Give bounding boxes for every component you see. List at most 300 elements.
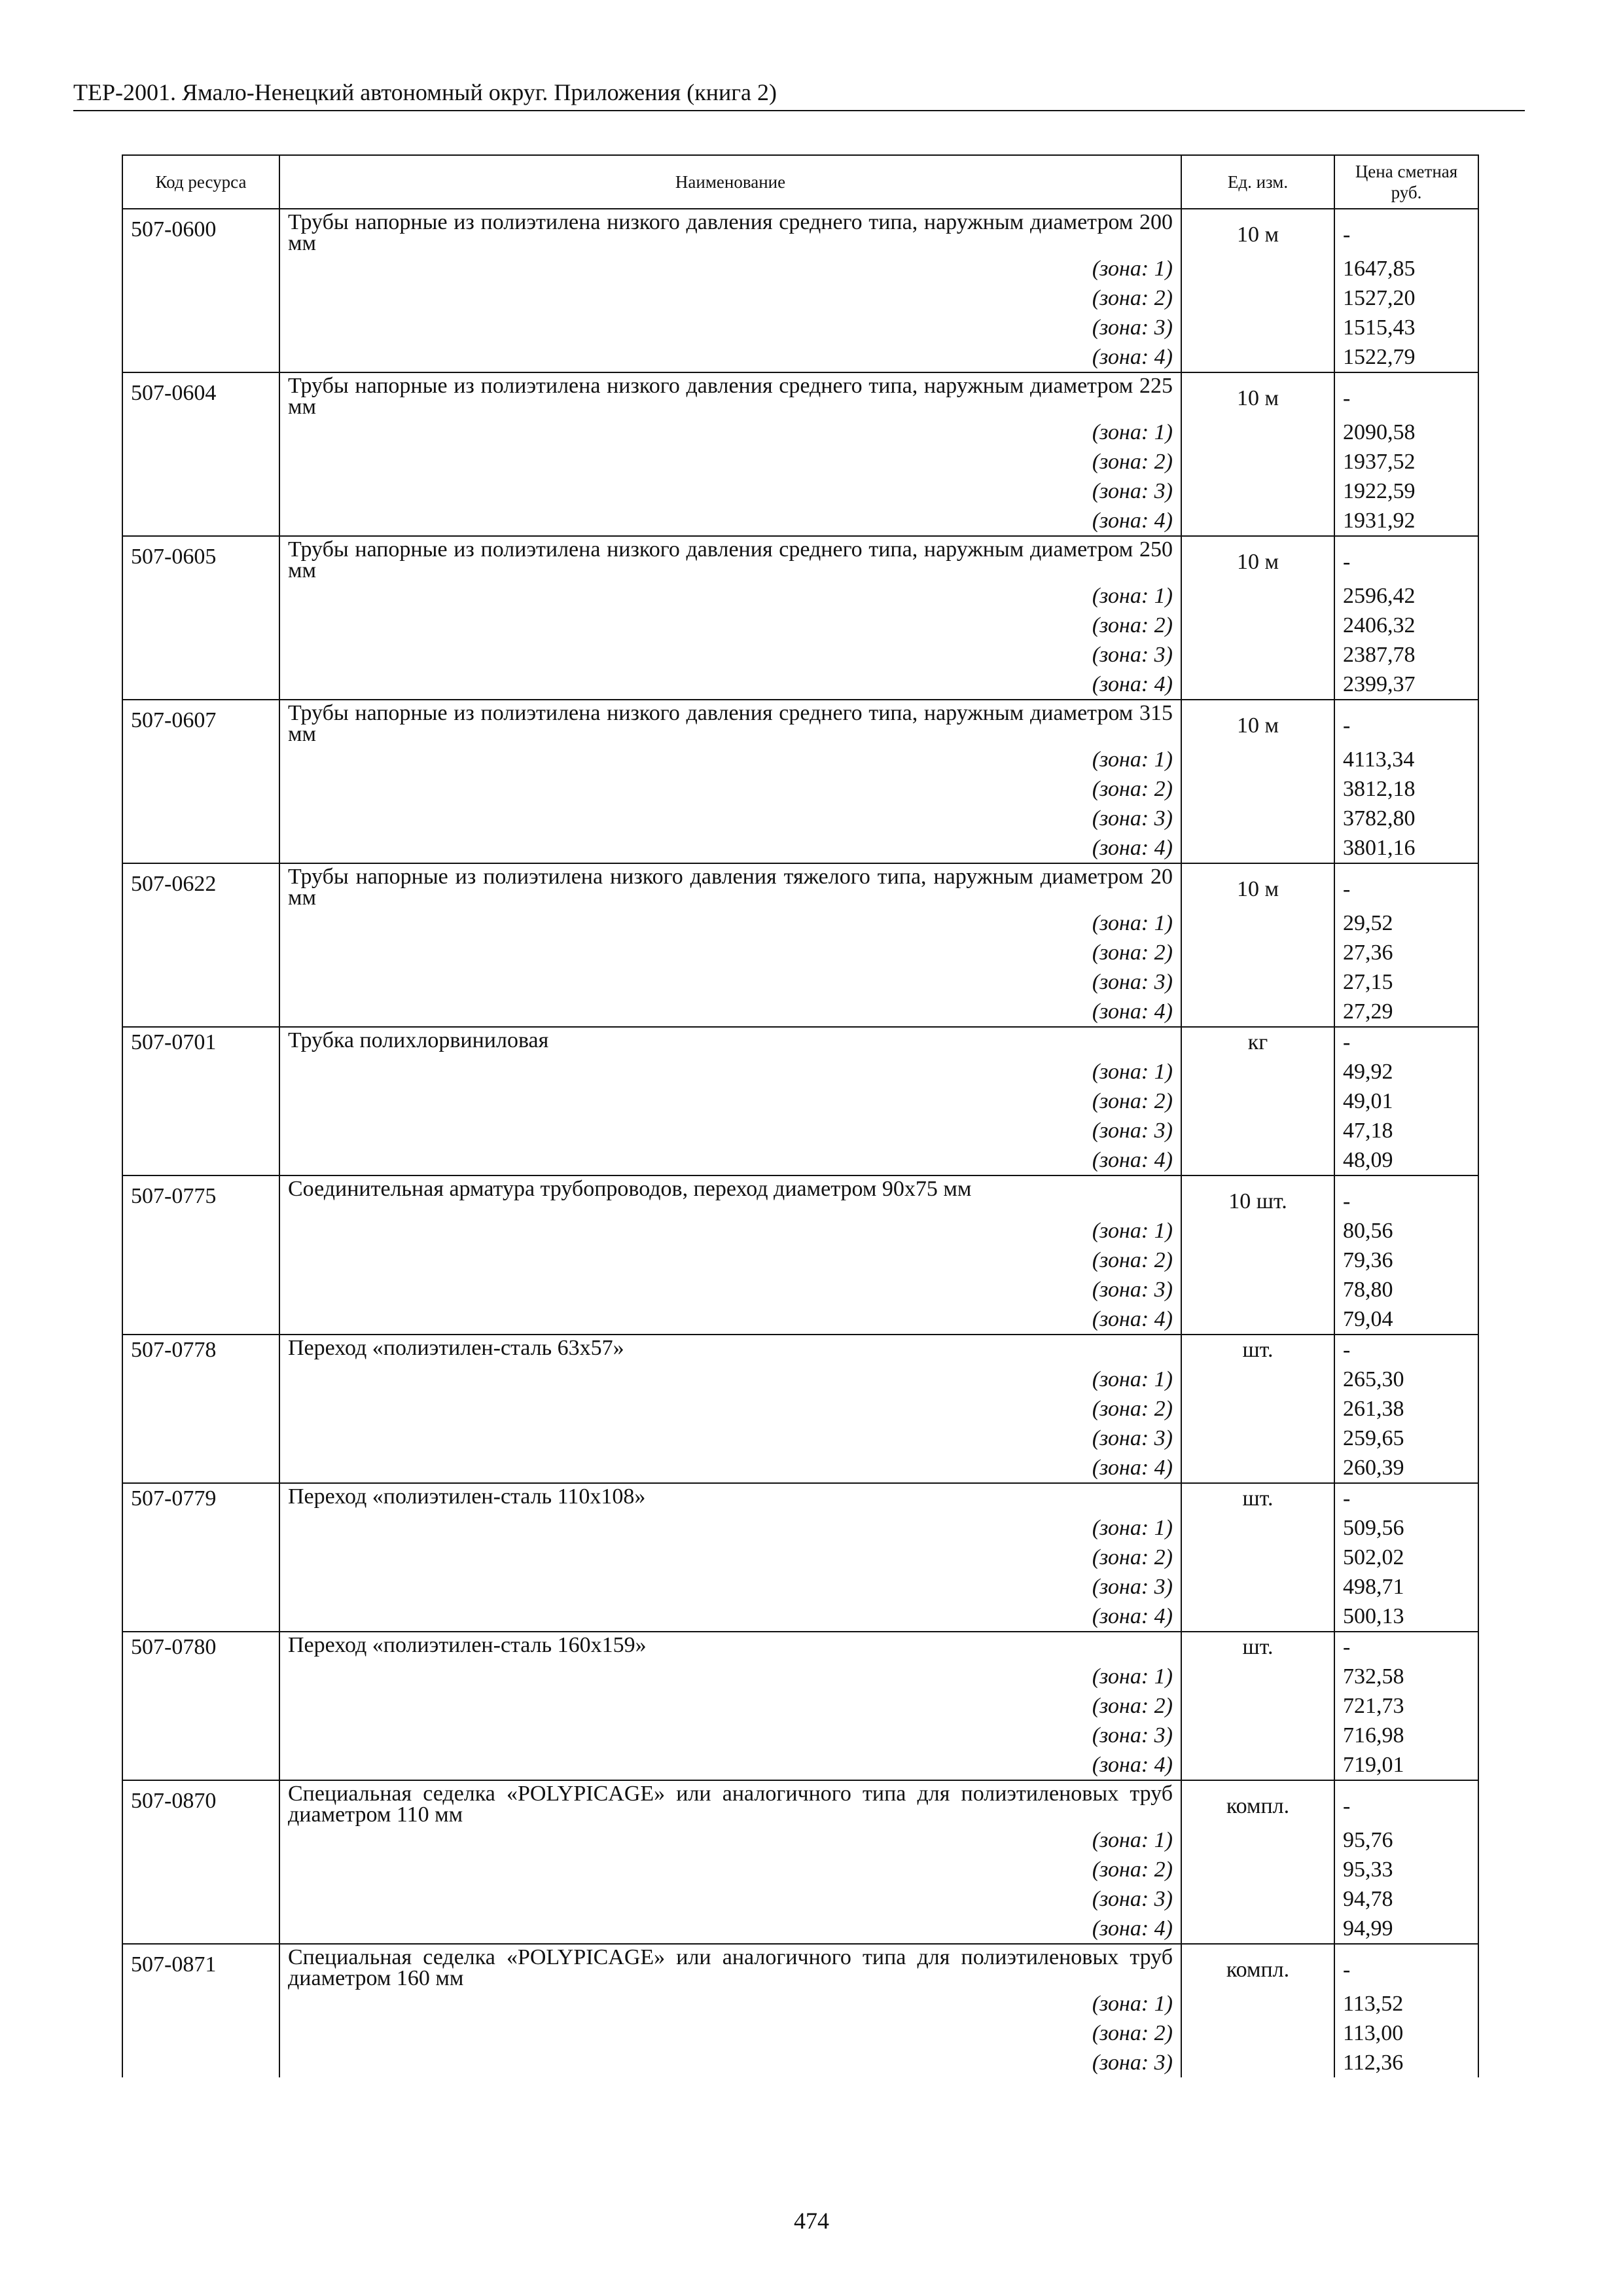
zone-label: (зона: 4) xyxy=(279,342,1181,372)
zone-unit-empty xyxy=(1181,1116,1334,1145)
zone-unit-empty xyxy=(1181,938,1334,967)
resource-name: Соединительная арматура трубопроводов, переход диаметром 90х75 мм xyxy=(288,1177,972,1201)
zone-price: 502,02 xyxy=(1334,1543,1478,1572)
zone-unit-empty xyxy=(1181,1145,1334,1175)
zone-code-empty xyxy=(122,2048,279,2077)
resource-base-price: - xyxy=(1334,1780,1478,1825)
zone-label: (зона: 2) xyxy=(279,1394,1181,1424)
resource-block xyxy=(122,1780,1478,1944)
zone-row xyxy=(122,2048,1478,2077)
resource-block xyxy=(122,209,1478,372)
zone-price: 94,99 xyxy=(1334,1914,1478,1944)
resource-unit: 10 м xyxy=(1181,372,1334,418)
zone-code-empty xyxy=(122,1825,279,1855)
resource-base-price: - xyxy=(1334,863,1478,908)
zone-row xyxy=(122,1086,1478,1116)
zone-row xyxy=(122,1116,1478,1145)
resource-name: Переход «полиэтилен-сталь 110х108» xyxy=(288,1484,646,1509)
zone-label: (зона: 4) xyxy=(279,1750,1181,1780)
zone-code-empty xyxy=(122,1750,279,1780)
resource-name-cell xyxy=(279,536,1181,581)
table-row xyxy=(122,209,1478,254)
table-row xyxy=(122,1335,1478,1365)
zone-code-empty xyxy=(122,1246,279,1275)
zone-unit-empty xyxy=(1181,1424,1334,1453)
zone-code-empty xyxy=(122,254,279,283)
resource-name: Переход «полиэтилен-сталь 160х159» xyxy=(288,1633,647,1657)
col-header-code: Код ресурса xyxy=(122,155,279,209)
zone-code-empty xyxy=(122,506,279,536)
zone-unit-empty xyxy=(1181,342,1334,372)
zone-price: 95,76 xyxy=(1334,1825,1478,1855)
zone-code-empty xyxy=(122,908,279,938)
zone-row xyxy=(122,581,1478,611)
zone-price: 509,56 xyxy=(1334,1513,1478,1543)
table-header xyxy=(122,155,1478,209)
zone-label: (зона: 2) xyxy=(279,1543,1181,1572)
zone-price: 500,13 xyxy=(1334,1602,1478,1632)
resource-base-price: - xyxy=(1334,1632,1478,1662)
zone-code-empty xyxy=(122,418,279,447)
zone-code-empty xyxy=(122,1543,279,1572)
resource-unit: 10 м xyxy=(1181,536,1334,581)
zone-price: 3801,16 xyxy=(1334,833,1478,863)
zone-row xyxy=(122,476,1478,506)
table-row xyxy=(122,536,1478,581)
zone-row xyxy=(122,1513,1478,1543)
zone-code-empty xyxy=(122,1572,279,1602)
table-row xyxy=(122,1483,1478,1513)
resource-base-price: - xyxy=(1334,372,1478,418)
zone-price: 78,80 xyxy=(1334,1275,1478,1304)
resource-code: 507-0701 xyxy=(122,1027,279,1057)
resource-base-price: - xyxy=(1334,1027,1478,1057)
zone-unit-empty xyxy=(1181,611,1334,640)
zone-unit-empty xyxy=(1181,1513,1334,1543)
zone-unit-empty xyxy=(1181,1453,1334,1483)
zone-price: 2406,32 xyxy=(1334,611,1478,640)
zone-price: 732,58 xyxy=(1334,1662,1478,1691)
resource-name-cell xyxy=(279,1335,1181,1365)
zone-unit-empty xyxy=(1181,313,1334,342)
table-row xyxy=(122,1780,1478,1825)
zone-price: 48,09 xyxy=(1334,1145,1478,1175)
zone-price: 2399,37 xyxy=(1334,670,1478,700)
zone-label: (зона: 3) xyxy=(279,1721,1181,1750)
zone-code-empty xyxy=(122,1513,279,1543)
zone-price: 80,56 xyxy=(1334,1216,1478,1246)
zone-label: (зона: 4) xyxy=(279,670,1181,700)
resource-code: 507-0607 xyxy=(122,700,279,745)
resource-code: 507-0605 xyxy=(122,536,279,581)
zone-price: 95,33 xyxy=(1334,1855,1478,1884)
resource-name-cell xyxy=(279,1632,1181,1662)
zone-unit-empty xyxy=(1181,774,1334,804)
zone-unit-empty xyxy=(1181,1246,1334,1275)
resource-base-price: - xyxy=(1334,1335,1478,1365)
zone-price: 721,73 xyxy=(1334,1691,1478,1721)
zone-row xyxy=(122,447,1478,476)
zone-code-empty xyxy=(122,938,279,967)
zone-label: (зона: 4) xyxy=(279,1602,1181,1632)
zone-row xyxy=(122,774,1478,804)
resource-code: 507-0870 xyxy=(122,1780,279,1825)
zone-price: 112,36 xyxy=(1334,2048,1478,2077)
zone-price: 1922,59 xyxy=(1334,476,1478,506)
zone-label: (зона: 1) xyxy=(279,908,1181,938)
zone-unit-empty xyxy=(1181,1275,1334,1304)
col-header-name: Наименование xyxy=(279,155,1181,209)
zone-label: (зона: 1) xyxy=(279,1365,1181,1394)
zone-label: (зона: 2) xyxy=(279,447,1181,476)
zone-unit-empty xyxy=(1181,447,1334,476)
zone-row xyxy=(122,254,1478,283)
zone-price: 1515,43 xyxy=(1334,313,1478,342)
resource-name-cell xyxy=(279,700,1181,745)
zone-price: 1931,92 xyxy=(1334,506,1478,536)
zone-unit-empty xyxy=(1181,581,1334,611)
zone-code-empty xyxy=(122,476,279,506)
zone-row xyxy=(122,804,1478,833)
zone-code-empty xyxy=(122,1914,279,1944)
resource-code: 507-0600 xyxy=(122,209,279,254)
resource-base-price: - xyxy=(1334,1944,1478,1989)
zone-unit-empty xyxy=(1181,1914,1334,1944)
col-header-unit: Ед. изм. xyxy=(1181,155,1334,209)
zone-price: 716,98 xyxy=(1334,1721,1478,1750)
resource-base-price: - xyxy=(1334,209,1478,254)
zone-unit-empty xyxy=(1181,506,1334,536)
zone-label: (зона: 4) xyxy=(279,1304,1181,1335)
zone-code-empty xyxy=(122,2018,279,2048)
zone-price: 265,30 xyxy=(1334,1365,1478,1394)
zone-label: (зона: 1) xyxy=(279,254,1181,283)
zone-label: (зона: 2) xyxy=(279,774,1181,804)
zone-label: (зона: 4) xyxy=(279,1914,1181,1944)
zone-code-empty xyxy=(122,342,279,372)
resource-code: 507-0604 xyxy=(122,372,279,418)
zone-unit-empty xyxy=(1181,745,1334,774)
table-row xyxy=(122,1944,1478,1989)
zone-unit-empty xyxy=(1181,1662,1334,1691)
zone-unit-empty xyxy=(1181,997,1334,1027)
zone-label: (зона: 3) xyxy=(279,804,1181,833)
zone-label: (зона: 2) xyxy=(279,1246,1181,1275)
zone-label: (зона: 3) xyxy=(279,1424,1181,1453)
resource-block xyxy=(122,1483,1478,1632)
zone-label: (зона: 1) xyxy=(279,745,1181,774)
resource-block xyxy=(122,1632,1478,1780)
zone-code-empty xyxy=(122,967,279,997)
resource-unit: компл. xyxy=(1181,1944,1334,1989)
zone-unit-empty xyxy=(1181,2018,1334,2048)
zone-price: 79,04 xyxy=(1334,1304,1478,1335)
zone-price: 27,15 xyxy=(1334,967,1478,997)
zone-unit-empty xyxy=(1181,418,1334,447)
zone-label: (зона: 1) xyxy=(279,1513,1181,1543)
resource-name-cell xyxy=(279,1027,1181,1057)
zone-row xyxy=(122,283,1478,313)
resource-name: Переход «полиэтилен-сталь 63х57» xyxy=(288,1336,624,1360)
zone-price: 79,36 xyxy=(1334,1246,1478,1275)
zone-row xyxy=(122,342,1478,372)
zone-row xyxy=(122,1057,1478,1086)
zone-unit-empty xyxy=(1181,833,1334,863)
zone-label: (зона: 3) xyxy=(279,2048,1181,2077)
zone-unit-empty xyxy=(1181,1057,1334,1086)
zone-code-empty xyxy=(122,1855,279,1884)
zone-price: 1937,52 xyxy=(1334,447,1478,476)
zone-row xyxy=(122,1825,1478,1855)
resource-name: Специальная седелка «POLYPICAGE» или аналогичного типа для полиэтиленовых труб диаметром 160 мм xyxy=(288,1945,1173,1990)
zone-row xyxy=(122,833,1478,863)
zone-price: 113,00 xyxy=(1334,2018,1478,2048)
resource-base-price: - xyxy=(1334,1483,1478,1513)
resource-code: 507-0780 xyxy=(122,1632,279,1662)
zone-code-empty xyxy=(122,1275,279,1304)
resource-block xyxy=(122,1027,1478,1175)
zone-label: (зона: 2) xyxy=(279,283,1181,313)
zone-label: (зона: 3) xyxy=(279,1572,1181,1602)
zone-code-empty xyxy=(122,1057,279,1086)
zone-code-empty xyxy=(122,670,279,700)
zone-price: 719,01 xyxy=(1334,1750,1478,1780)
zone-price: 1527,20 xyxy=(1334,283,1478,313)
zone-price: 498,71 xyxy=(1334,1572,1478,1602)
zone-row xyxy=(122,1543,1478,1572)
zone-unit-empty xyxy=(1181,1216,1334,1246)
zone-unit-empty xyxy=(1181,967,1334,997)
resource-unit: компл. xyxy=(1181,1780,1334,1825)
zone-unit-empty xyxy=(1181,1543,1334,1572)
zone-unit-empty xyxy=(1181,804,1334,833)
resource-name: Трубы напорные из полиэтилена низкого давления среднего типа, наружным диаметром 200 мм xyxy=(288,210,1173,255)
zone-unit-empty xyxy=(1181,1855,1334,1884)
zone-unit-empty xyxy=(1181,1884,1334,1914)
page-number: 474 xyxy=(794,2208,829,2234)
resource-code: 507-0778 xyxy=(122,1335,279,1365)
resource-unit: 10 шт. xyxy=(1181,1175,1334,1216)
zone-code-empty xyxy=(122,774,279,804)
zone-price: 2090,58 xyxy=(1334,418,1478,447)
zone-row xyxy=(122,1750,1478,1780)
zone-unit-empty xyxy=(1181,1989,1334,2018)
zone-price: 94,78 xyxy=(1334,1884,1478,1914)
resource-base-price: - xyxy=(1334,1175,1478,1216)
zone-code-empty xyxy=(122,640,279,670)
zone-row xyxy=(122,1365,1478,1394)
zone-code-empty xyxy=(122,1602,279,1632)
zone-label: (зона: 2) xyxy=(279,1086,1181,1116)
zone-label: (зона: 2) xyxy=(279,1855,1181,1884)
table-row xyxy=(122,1632,1478,1662)
zone-price: 27,36 xyxy=(1334,938,1478,967)
zone-price: 3782,80 xyxy=(1334,804,1478,833)
zone-price: 261,38 xyxy=(1334,1394,1478,1424)
zone-label: (зона: 3) xyxy=(279,313,1181,342)
zone-code-empty xyxy=(122,1989,279,2018)
zone-code-empty xyxy=(122,1365,279,1394)
zone-price: 4113,34 xyxy=(1334,745,1478,774)
table-row xyxy=(122,863,1478,908)
resource-name-cell xyxy=(279,863,1181,908)
zone-code-empty xyxy=(122,283,279,313)
zone-price: 47,18 xyxy=(1334,1116,1478,1145)
zone-label: (зона: 4) xyxy=(279,997,1181,1027)
zone-code-empty xyxy=(122,313,279,342)
zone-unit-empty xyxy=(1181,1086,1334,1116)
zone-row xyxy=(122,997,1478,1027)
zone-label: (зона: 1) xyxy=(279,1825,1181,1855)
zone-label: (зона: 4) xyxy=(279,506,1181,536)
zone-unit-empty xyxy=(1181,1721,1334,1750)
zone-row xyxy=(122,1572,1478,1602)
zone-code-empty xyxy=(122,447,279,476)
resource-name: Трубы напорные из полиэтилена низкого давления тяжелого типа, наружным диаметром 20 мм xyxy=(288,865,1173,910)
zone-row xyxy=(122,1394,1478,1424)
resource-block xyxy=(122,536,1478,700)
zone-row xyxy=(122,670,1478,700)
zone-price: 113,52 xyxy=(1334,1989,1478,2018)
zone-code-empty xyxy=(122,1304,279,1335)
zone-price: 29,52 xyxy=(1334,908,1478,938)
zone-row xyxy=(122,1884,1478,1914)
zone-row xyxy=(122,1602,1478,1632)
zone-label: (зона: 3) xyxy=(279,1884,1181,1914)
zone-code-empty xyxy=(122,611,279,640)
zone-code-empty xyxy=(122,1424,279,1453)
zone-row xyxy=(122,938,1478,967)
resource-name: Трубы напорные из полиэтилена низкого давления среднего типа, наружным диаметром 315 мм xyxy=(288,701,1173,746)
zone-label: (зона: 1) xyxy=(279,1216,1181,1246)
zone-label: (зона: 1) xyxy=(279,1057,1181,1086)
zone-unit-empty xyxy=(1181,1691,1334,1721)
resource-block xyxy=(122,372,1478,536)
zone-label: (зона: 2) xyxy=(279,1691,1181,1721)
zone-row xyxy=(122,1424,1478,1453)
resource-name: Специальная седелка «POLYPICAGE» или аналогичного типа для полиэтиленовых труб диаметром 110 мм xyxy=(288,1782,1173,1827)
zone-label: (зона: 2) xyxy=(279,611,1181,640)
zone-price: 2596,42 xyxy=(1334,581,1478,611)
table-row xyxy=(122,1027,1478,1057)
zone-price: 27,29 xyxy=(1334,997,1478,1027)
zone-code-empty xyxy=(122,1662,279,1691)
zone-unit-empty xyxy=(1181,1304,1334,1335)
resource-unit: 10 м xyxy=(1181,863,1334,908)
zone-label: (зона: 1) xyxy=(279,1662,1181,1691)
zone-unit-empty xyxy=(1181,476,1334,506)
zone-code-empty xyxy=(122,581,279,611)
zone-price: 260,39 xyxy=(1334,1453,1478,1483)
resource-base-price: - xyxy=(1334,700,1478,745)
zone-price: 3812,18 xyxy=(1334,774,1478,804)
resource-code: 507-0871 xyxy=(122,1944,279,1989)
zone-row xyxy=(122,1989,1478,2018)
resource-code: 507-0622 xyxy=(122,863,279,908)
zone-row xyxy=(122,745,1478,774)
zone-code-empty xyxy=(122,1453,279,1483)
zone-row xyxy=(122,2018,1478,2048)
zone-price: 259,65 xyxy=(1334,1424,1478,1453)
zone-code-empty xyxy=(122,804,279,833)
zone-row xyxy=(122,1304,1478,1335)
running-header: ТЕР-2001. Ямало-Ненецкий автономный округ. Приложения (книга 2) xyxy=(73,77,1525,111)
resource-block xyxy=(122,700,1478,863)
resource-name-cell xyxy=(279,1483,1181,1513)
zone-label: (зона: 1) xyxy=(279,418,1181,447)
resource-name-cell xyxy=(279,1780,1181,1825)
zone-price: 49,01 xyxy=(1334,1086,1478,1116)
zone-code-empty xyxy=(122,1394,279,1424)
table-row xyxy=(122,1175,1478,1216)
resource-block xyxy=(122,863,1478,1027)
zone-row xyxy=(122,1246,1478,1275)
zone-row xyxy=(122,1145,1478,1175)
zone-row xyxy=(122,611,1478,640)
zone-unit-empty xyxy=(1181,640,1334,670)
zone-code-empty xyxy=(122,1216,279,1246)
resource-code: 507-0779 xyxy=(122,1483,279,1513)
resource-unit: шт. xyxy=(1181,1335,1334,1365)
zone-code-empty xyxy=(122,1691,279,1721)
zone-row xyxy=(122,1855,1478,1884)
zone-label: (зона: 1) xyxy=(279,581,1181,611)
zone-label: (зона: 3) xyxy=(279,1116,1181,1145)
zone-code-empty xyxy=(122,833,279,863)
zone-row xyxy=(122,1275,1478,1304)
resource-block xyxy=(122,1944,1478,2077)
resource-name-cell xyxy=(279,1175,1181,1216)
zone-unit-empty xyxy=(1181,1825,1334,1855)
zone-code-empty xyxy=(122,745,279,774)
zone-price: 1647,85 xyxy=(1334,254,1478,283)
zone-row xyxy=(122,1691,1478,1721)
zone-unit-empty xyxy=(1181,670,1334,700)
zone-label: (зона: 3) xyxy=(279,640,1181,670)
resource-name: Трубка полихлорвиниловая xyxy=(288,1028,549,1052)
zone-label: (зона: 4) xyxy=(279,1453,1181,1483)
zone-row xyxy=(122,967,1478,997)
resource-unit: шт. xyxy=(1181,1632,1334,1662)
zone-row xyxy=(122,313,1478,342)
resource-unit: 10 м xyxy=(1181,209,1334,254)
zone-row xyxy=(122,1721,1478,1750)
resource-name-cell xyxy=(279,372,1181,418)
table-row xyxy=(122,700,1478,745)
zone-price: 1522,79 xyxy=(1334,342,1478,372)
zone-label: (зона: 2) xyxy=(279,2018,1181,2048)
zone-unit-empty xyxy=(1181,254,1334,283)
resource-name: Трубы напорные из полиэтилена низкого давления среднего типа, наружным диаметром 250 мм xyxy=(288,537,1173,583)
zone-unit-empty xyxy=(1181,1602,1334,1632)
zone-row xyxy=(122,506,1478,536)
zone-unit-empty xyxy=(1181,1750,1334,1780)
zone-unit-empty xyxy=(1181,1572,1334,1602)
resource-unit: 10 м xyxy=(1181,700,1334,745)
zone-unit-empty xyxy=(1181,2048,1334,2077)
zone-row xyxy=(122,908,1478,938)
resource-price-table xyxy=(122,154,1479,2077)
zone-code-empty xyxy=(122,1145,279,1175)
resource-block xyxy=(122,1175,1478,1335)
zone-unit-empty xyxy=(1181,1365,1334,1394)
table-row xyxy=(122,372,1478,418)
resource-name-cell xyxy=(279,209,1181,254)
zone-code-empty xyxy=(122,1721,279,1750)
zone-unit-empty xyxy=(1181,1394,1334,1424)
zone-label: (зона: 4) xyxy=(279,1145,1181,1175)
zone-label: (зона: 2) xyxy=(279,938,1181,967)
